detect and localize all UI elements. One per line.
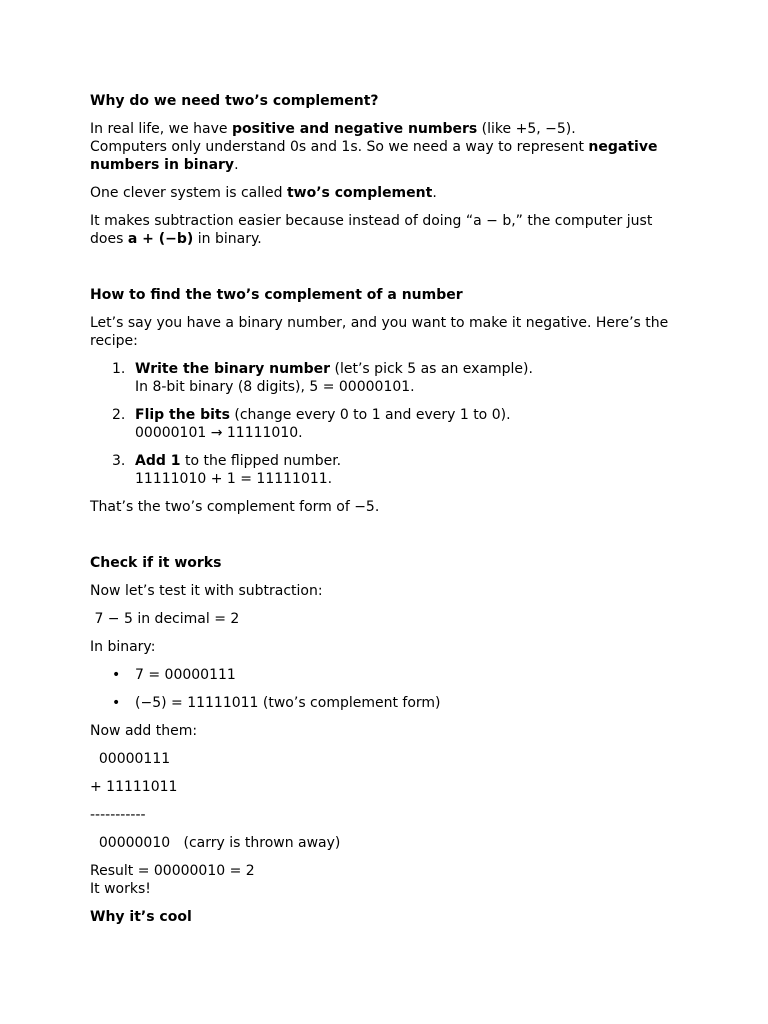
bold-text: a + (−b) [127,231,194,247]
steps-list [90,360,680,488]
paragraph-in-binary: In binary: [90,639,156,655]
paragraph-clever-system [90,184,680,202]
list-item [90,452,680,488]
bold-text: two’s complement [286,185,433,201]
addition-line-1: 00000111 [90,751,171,767]
heading-why-need: Why do we need two’s complement? [90,93,379,109]
text: in binary. [193,231,262,247]
list-item [90,694,680,712]
text: It makes subtraction easier because instead of doing “a − b,” the computer just does [90,213,653,247]
bullet: • [112,695,121,711]
bold-text: positive and negative numbers [231,121,478,137]
list-item [90,360,680,396]
list-item [90,406,680,442]
list-number: 1. [112,361,126,377]
addition-line-2: + 11111011 [90,779,178,795]
text: (−5) = 11111011 (two’s complement form) [135,695,441,711]
text: . [234,157,239,173]
text: In 8-bit binary (8 digits), 5 = 00000101. [135,379,415,395]
addition-sum: 00000010 (carry is thrown away) [90,835,341,851]
list-number: 3. [112,453,126,469]
text: In real life, we have [90,121,232,137]
list-item [90,666,680,684]
text: 7 = 00000111 [135,667,236,683]
heading-check-works: Check if it works [90,555,222,571]
text: 00000101 → 11111010. [135,425,303,441]
paragraph-subtraction [90,212,680,248]
binary-bullets [90,666,680,712]
text: One clever system is called [90,185,287,201]
bold-text: Flip the bits [135,407,230,423]
text: (change every 0 to 1 and every 1 to 0). [229,407,511,423]
bold-text: negative numbers in binary [90,139,658,173]
list-number: 2. [112,407,126,423]
bullet: • [112,667,121,683]
text: (like +5, −5). [477,121,576,137]
bold-text: Write the binary number [135,361,331,377]
heading-why-cool: Why it’s cool [90,909,192,925]
paragraph-add-them: Now add them: [90,723,198,739]
text: Computers only understand 0s and 1s. So we need a way to represent [90,139,589,155]
text: to the flipped number. [180,453,342,469]
paragraph-decimal: 7 − 5 in decimal = 2 [90,611,240,627]
text: (let’s pick 5 as an example). [330,361,533,377]
heading-how-to-find: How to find the two’s complement of a number [90,287,463,303]
paragraph-recipe-intro: Let’s say you have a binary number, and you want to make it negative. Here’s the recipe: [90,315,669,349]
text: It works! [90,881,151,897]
paragraph-result-minus-five: That’s the two’s complement form of −5. [90,499,380,515]
document-content [90,92,680,926]
paragraph-test: Now let’s test it with subtraction: [90,583,323,599]
paragraph-real-life [90,120,680,174]
bold-text: Add 1 [135,453,181,469]
text: . [432,185,437,201]
addition-divider: ----------- [90,807,146,823]
text: 11111010 + 1 = 11111011. [135,471,333,487]
text: Result = 00000010 = 2 [90,863,255,879]
paragraph-result [90,862,680,898]
